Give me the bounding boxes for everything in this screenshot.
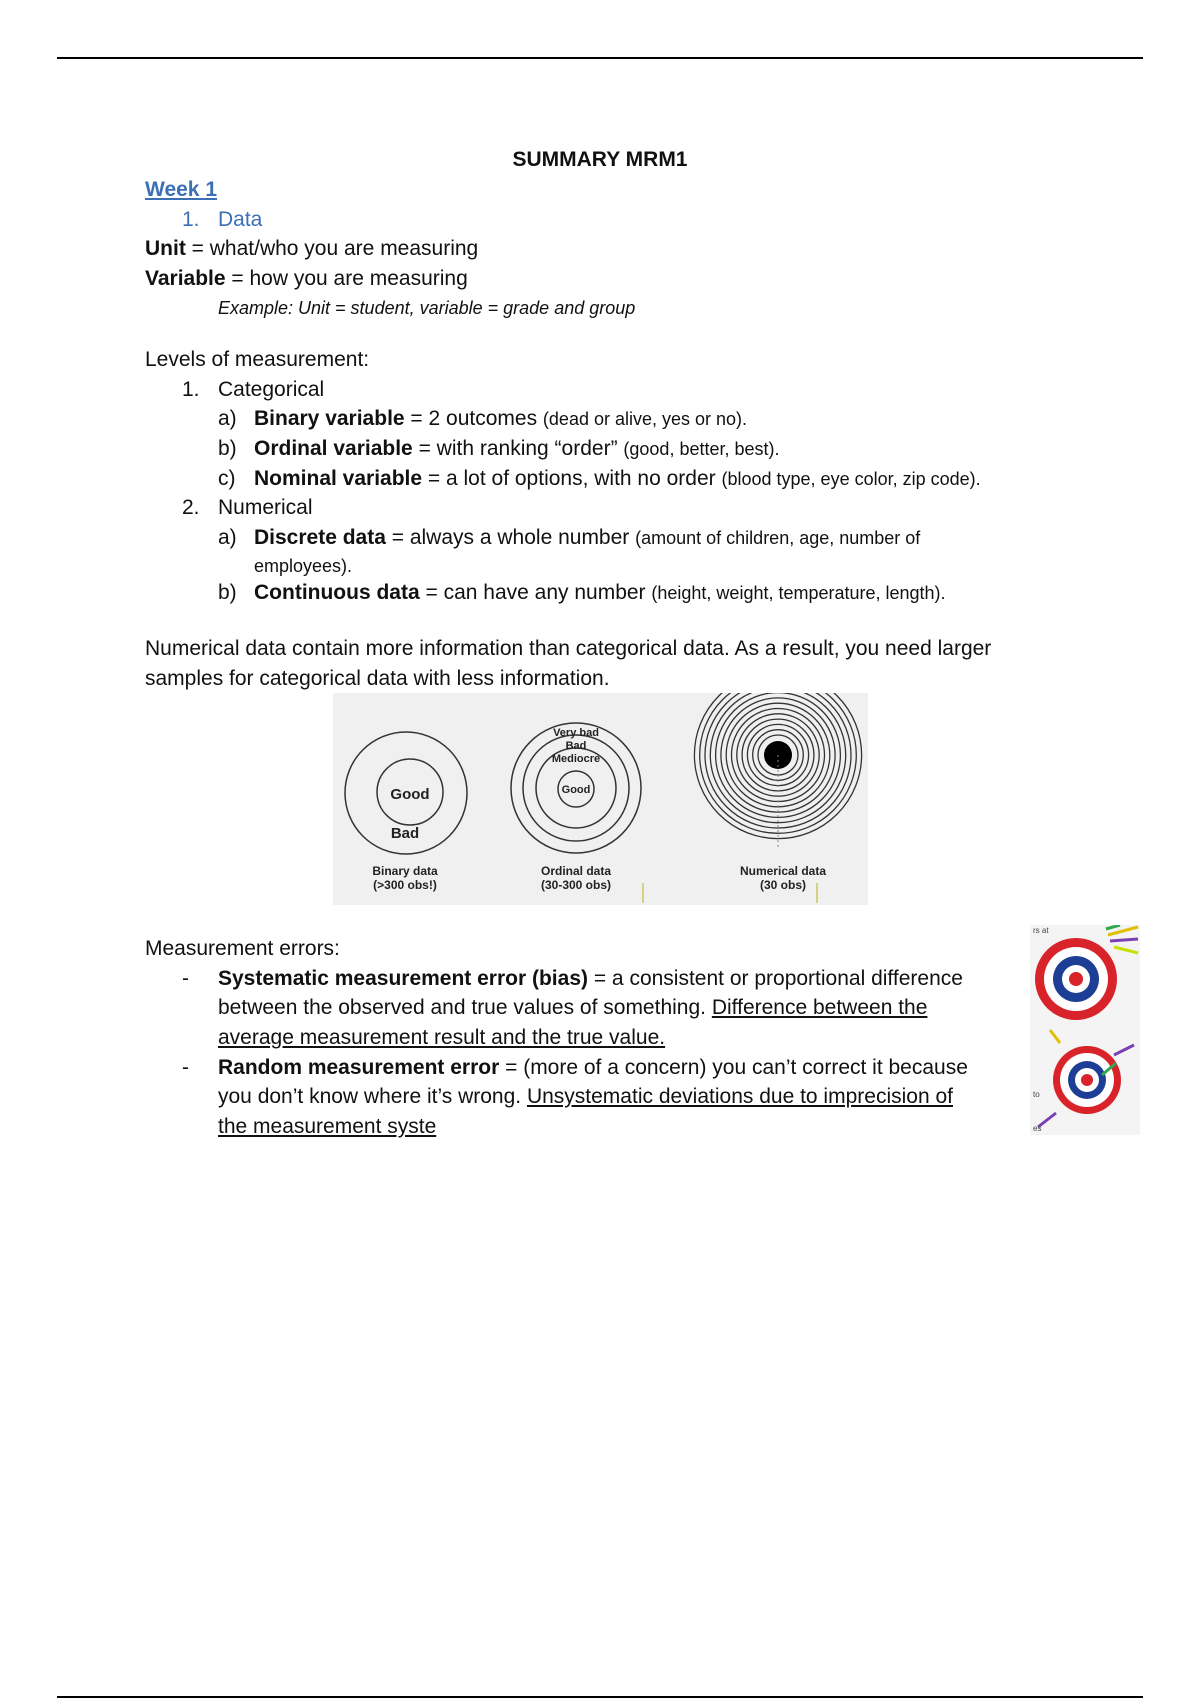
- ordinal-label: b): [218, 437, 237, 460]
- target-top-label: rs at: [1033, 926, 1049, 935]
- example-line: Example: Unit = student, variable = grade and group: [218, 298, 636, 318]
- page-title: SUMMARY MRM1: [512, 148, 688, 171]
- ordinal-ring-label-1: Very bad: [553, 727, 599, 739]
- binary-def: = 2 outcomes: [404, 407, 543, 430]
- random-term: Random measurement error: [218, 1056, 500, 1079]
- binary-inner-label: Good: [390, 786, 430, 803]
- variable-definition: [145, 266, 468, 292]
- ordinal-caption-2: (30-300 obs): [540, 878, 612, 892]
- measurement-levels-svg: [333, 693, 868, 905]
- discrete-label: a): [218, 526, 237, 549]
- unit-def: = what/who you are measuring: [185, 237, 479, 260]
- ordinal-ring-label-2: Bad: [565, 740, 587, 752]
- ordinal-caption-1: Ordinal data: [540, 864, 612, 878]
- levels-heading: Levels of measurement:: [145, 348, 370, 371]
- numerical-caption-2: (30 obs): [759, 878, 807, 892]
- variable-term: Variable: [145, 267, 226, 290]
- systematic-line-3: average measurement result and the true value.: [218, 1026, 666, 1049]
- systematic-line-2-plain: between the observed and true values of something.: [218, 996, 712, 1019]
- numerical-number: 2.: [182, 496, 200, 519]
- ordinal-note: (good, better, best).: [623, 439, 780, 459]
- numerical-caption-1: Numerical data: [739, 864, 827, 878]
- header-rule: [57, 57, 1143, 59]
- numerical-title: Numerical: [218, 496, 313, 519]
- discrete-item: [254, 525, 920, 551]
- continuous-item: [254, 580, 946, 606]
- unit-term: Unit: [145, 237, 186, 260]
- ordinal-term: Ordinal variable: [254, 437, 413, 460]
- nominal-item: [254, 466, 981, 492]
- paragraph-line-1: Numerical data contain more information than categorical data. As a result, you need larger: [145, 637, 992, 660]
- ordinal-inner-label: Good: [561, 784, 591, 796]
- target-bottom-label: es: [1033, 1124, 1042, 1133]
- random-line-2-plain: you don’t know where it’s wrong.: [218, 1085, 527, 1108]
- discrete-def: = always a whole number: [385, 526, 636, 549]
- week-heading: Week 1: [145, 178, 217, 201]
- ordinal-def: = with ranking “order”: [412, 437, 624, 460]
- systematic-dash: -: [182, 967, 189, 990]
- nominal-label: c): [218, 467, 236, 490]
- bias-arrows: [1106, 925, 1138, 953]
- systematic-line-2-underlined: Difference between the: [711, 996, 928, 1019]
- random-dash: -: [182, 1056, 189, 1079]
- bias-target-bullseye: [1069, 972, 1083, 986]
- binary-outer-label: Bad: [390, 825, 420, 842]
- random-line-1: [218, 1055, 968, 1081]
- random-line-2-underlined: Unsystematic deviations due to imprecision of: [526, 1085, 953, 1108]
- section-title: Data: [218, 208, 263, 231]
- systematic-def: = a consistent or proportional difference: [588, 967, 963, 990]
- random-line-3: the measurement syste: [218, 1115, 437, 1138]
- footer-rule: [57, 1696, 1143, 1698]
- continuous-note: (height, weight, temperature, length).: [651, 583, 946, 603]
- binary-term: Binary variable: [254, 407, 405, 430]
- discrete-term: Discrete data: [254, 526, 386, 549]
- discrete-note-cont: employees).: [254, 556, 353, 576]
- discrete-note: (amount of children, age, number of: [635, 528, 921, 548]
- systematic-line-2: [218, 995, 927, 1021]
- nominal-note: (blood type, eye color, zip code).: [721, 469, 981, 489]
- systematic-line-1: [218, 966, 963, 992]
- ordinal-item: [254, 436, 780, 462]
- categorical-number: 1.: [182, 378, 200, 401]
- variable-def: = how you are measuring: [225, 267, 468, 290]
- nominal-term: Nominal variable: [254, 467, 423, 490]
- target-mid-label: to: [1033, 1090, 1040, 1099]
- paragraph-line-2: samples for categorical data with less information.: [145, 667, 610, 690]
- error-targets-image: [1030, 925, 1140, 1135]
- binary-item: [254, 406, 747, 432]
- error-targets-svg: [1030, 925, 1140, 1135]
- continuous-def: = can have any number: [419, 581, 652, 604]
- random-def: = (more of a concern) you can’t correct it because: [499, 1056, 968, 1079]
- random-target-bullseye: [1081, 1074, 1093, 1086]
- categorical-title: Categorical: [218, 378, 325, 401]
- continuous-label: b): [218, 581, 237, 604]
- unit-definition: [145, 236, 478, 262]
- continuous-term: Continuous data: [254, 581, 420, 604]
- measurement-levels-figure: [333, 693, 868, 905]
- systematic-term: Systematic measurement error (bias): [218, 967, 588, 990]
- section-number: 1.: [182, 208, 200, 231]
- errors-heading: Measurement errors:: [145, 937, 340, 960]
- binary-note: (dead or alive, yes or no).: [542, 409, 748, 429]
- nominal-def: = a lot of options, with no order: [422, 467, 722, 490]
- random-line-2: [218, 1084, 953, 1110]
- binary-caption-2: (>300 obs!): [373, 878, 437, 892]
- binary-label: a): [218, 407, 237, 430]
- ordinal-ring-label-3: Mediocre: [551, 753, 601, 765]
- binary-caption-1: Binary data: [372, 864, 438, 878]
